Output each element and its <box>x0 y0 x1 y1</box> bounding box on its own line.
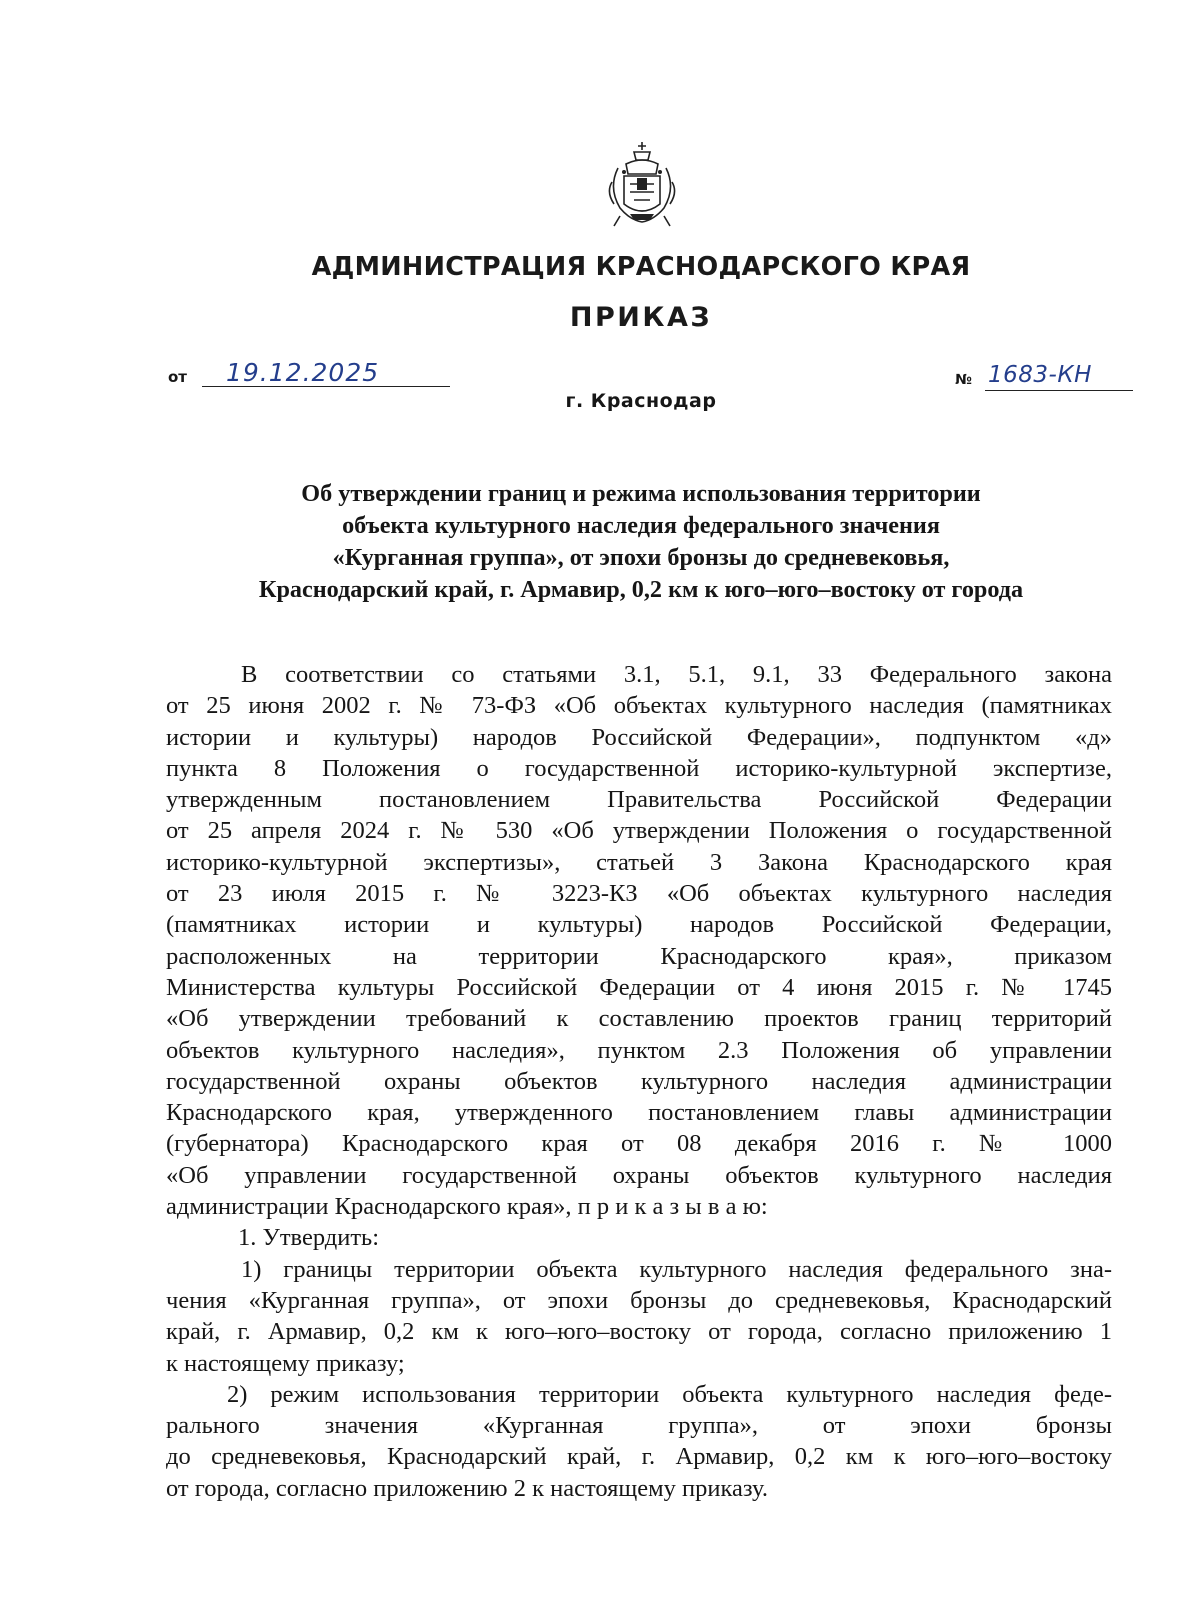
title-line: Об утверждении границ и режима использования территории <box>301 480 981 507</box>
number-value: 1683-КН <box>988 362 1092 388</box>
preamble-line: утвержденным постановлением Правительства Российской Федерации <box>166 786 1112 814</box>
preamble-line: (губернатора) Краснодарского края от 08 декабря 2016 г. № 1000 <box>166 1130 1112 1158</box>
preamble-line: объектов культурного наследия», пунктом 2.3 Положения об управлении <box>166 1036 1112 1064</box>
date-value: 19.12.2025 <box>226 358 380 387</box>
item-1-2-line: рального значения «Курганная группа», от эпохи бронзы <box>166 1412 1112 1440</box>
preamble-line: Министерства культуры Российской Федерации от 4 июня 2015 г. № 1745 <box>166 973 1112 1001</box>
item-1-1-line: чения «Курганная группа», от эпохи бронзы до средневековья, Краснодарский <box>166 1286 1112 1314</box>
number-label: № <box>955 372 972 388</box>
preamble-line: расположенных на территории Краснодарского края», приказом <box>166 942 1112 970</box>
item-1-1-line: 1) границы территории объекта культурного наследия федерального зна- <box>241 1255 1112 1283</box>
preamble-line: администрации Краснодарского края», п р и к а з ы в а ю: <box>166 1193 768 1221</box>
city: г. Краснодар <box>565 390 717 412</box>
item-1-2-line: 2) режим использования территории объекта культурного наследия феде- <box>227 1380 1112 1408</box>
item-1-2-line: от города, согласно приложению 2 к настоящему приказу. <box>166 1474 768 1502</box>
item-1-1-line: к настоящему приказу; <box>166 1349 405 1377</box>
organization-name: АДМИНИСТРАЦИЯ КРАСНОДАРСКОГО КРАЯ <box>311 252 971 282</box>
document-title <box>140 478 1142 606</box>
number-underline <box>985 390 1133 391</box>
preamble-line: от 23 июля 2015 г. № 3223-КЗ «Об объектах культурного наследия <box>166 880 1112 908</box>
preamble-line: «Об управлении государственной охраны объектов культурного наследия <box>166 1161 1112 1189</box>
preamble-line: от 25 июня 2002 г. № 73-ФЗ «Об объектах культурного наследия (памятниках <box>166 692 1112 720</box>
preamble-line: от 25 апреля 2024 г. № 530 «Об утверждении Положения о государственной <box>166 817 1112 845</box>
preamble-line: Краснодарского края, утвержденного постановлением главы администрации <box>166 1099 1112 1127</box>
title-line: «Курганная группа», от эпохи бронзы до средневековья, <box>332 544 950 571</box>
document-body <box>166 659 1112 1504</box>
document-type: ПРИКАЗ <box>569 302 713 333</box>
date-label: от <box>168 368 187 386</box>
item-1-1-line: край, г. Армавир, 0,2 км к юго–юго–востоку от города, согласно приложению 1 <box>166 1318 1112 1346</box>
krasnodar-coat-of-arms-icon <box>604 138 680 230</box>
title-line: объекта культурного наследия федерального значения <box>342 512 940 539</box>
preamble-line: истории и культуры) народов Российской Федерации», подпунктом «д» <box>166 723 1112 751</box>
preamble-line: пункта 8 Положения о государственной историко-культурной экспертизе, <box>166 754 1112 782</box>
preamble-line: историко-культурной экспертизы», статьей 3 Закона Краснодарского края <box>166 848 1112 876</box>
preamble-line: (памятниках истории и культуры) народов Российской Федерации, <box>166 911 1112 939</box>
item-1-heading: 1. Утвердить: <box>238 1224 380 1252</box>
item-1-2-line: до средневековья, Краснодарский край, г. Армавир, 0,2 км к юго–юго–востоку <box>166 1443 1112 1471</box>
preamble-line: «Об утверждении требований к составлению проектов границ территорий <box>166 1005 1112 1033</box>
title-line: Краснодарский край, г. Армавир, 0,2 км к юго–юго–востоку от города <box>258 576 1024 603</box>
preamble-line: государственной охраны объектов культурного наследия администрации <box>166 1067 1112 1095</box>
preamble-line: В соответствии со статьями 3.1, 5.1, 9.1, 33 Федерального закона <box>241 661 1112 688</box>
